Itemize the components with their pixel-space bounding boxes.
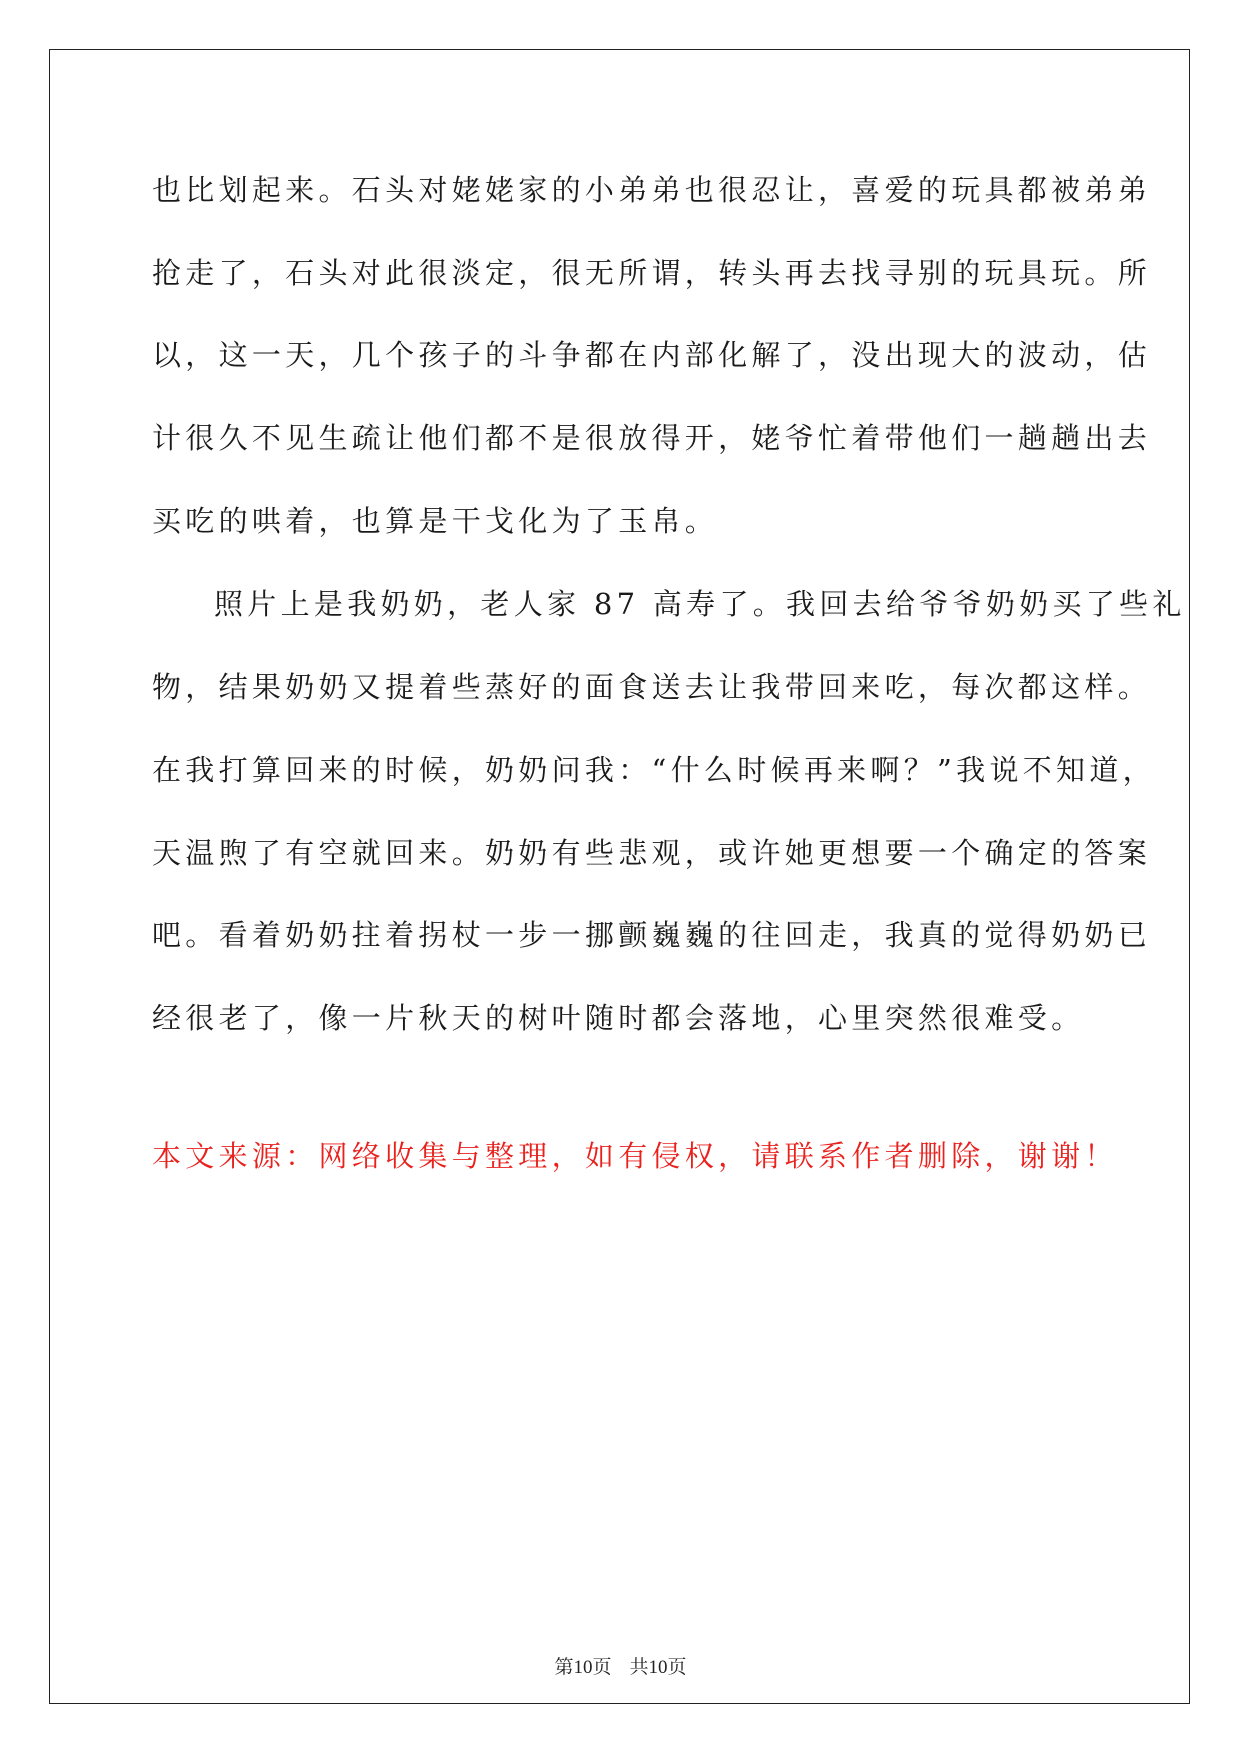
- page-footer: [0, 1655, 1241, 1681]
- paragraph-1-line-3: 以，这一天，几个孩子的斗争都在内部化解了，没出现大的波动，估: [152, 338, 1152, 372]
- paragraph-1-line-5: 买吃的哄着，也算是干戈化为了玉帛。: [152, 504, 719, 538]
- paragraph-2-line-2: 物，结果奶奶又提着些蒸好的面食送去让我带回来吃，每次都这样。: [152, 670, 1152, 704]
- paragraph-1-line-4: 计很久不见生疏让他们都不是很放得开，姥爷忙着带他们一趟趟出去: [152, 421, 1152, 455]
- paragraph-2-line-4: 天温煦了有空就回来。奶奶有些悲观，或许她更想要一个确定的答案: [152, 836, 1152, 870]
- paragraph-2-line-1: 照片上是我奶奶，老人家 87 高寿了。我回去给爷爷奶奶买了些礼: [214, 587, 1186, 621]
- total-page-count: 共10页: [629, 1657, 687, 1678]
- current-page-number: 第10页: [554, 1657, 612, 1678]
- paragraph-2-line-6: 经很老了，像一片秋天的树叶随时都会落地，心里突然很难受。: [152, 1001, 1085, 1035]
- page-border: [49, 49, 1190, 1704]
- source-note: 本文来源：网络收集与整理，如有侵权，请联系作者删除，谢谢！: [152, 1139, 1118, 1173]
- paragraph-1-line-2: 抢走了，石头对此很淡定，很无所谓，转头再去找寻别的玩具玩。所: [152, 256, 1152, 290]
- paragraph-2-line-5: 吧。看着奶奶拄着拐杖一步一挪颤巍巍的往回走，我真的觉得奶奶已: [152, 918, 1152, 952]
- paragraph-2-line-3: 在我打算回来的时候，奶奶问我：“什么时候再来啊？”我说不知道，: [152, 753, 1156, 787]
- paragraph-1-line-1: 也比划起来。石头对姥姥家的小弟弟也很忍让，喜爱的玩具都被弟弟: [152, 173, 1152, 207]
